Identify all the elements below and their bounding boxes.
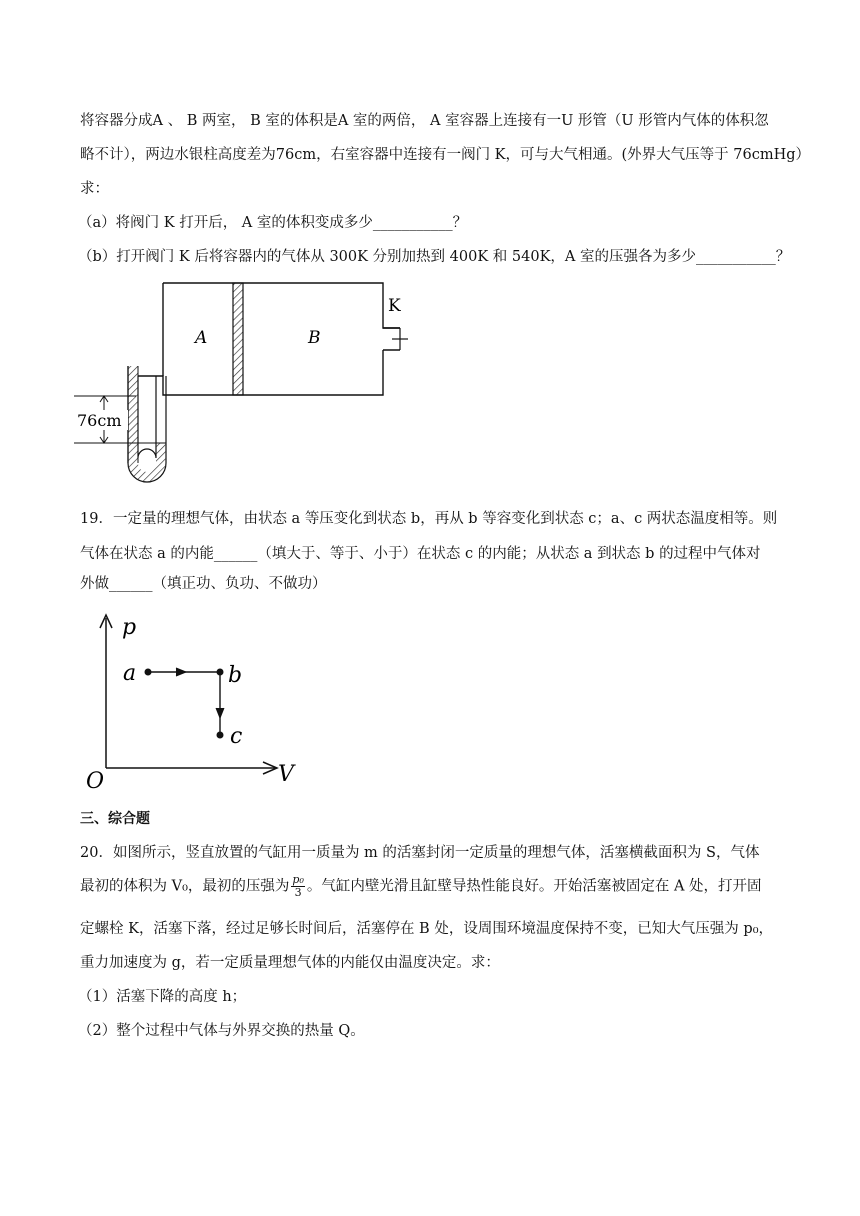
point-c	[217, 732, 224, 739]
point-b-label: b	[228, 663, 243, 688]
point-b	[217, 669, 224, 676]
point-a-label: a	[123, 661, 137, 686]
chamber-b-label: B	[308, 328, 321, 348]
q18-container-figure	[70, 278, 420, 493]
fraction-p0-over-3	[291, 874, 304, 899]
v-axis-label: V	[278, 762, 294, 787]
q20-text-line-3: 定螺栓 K，活塞下落，经过足够长时间后，活塞停在 B 处，设周围环境温度保持不变，已知大气压强为 p₀，	[80, 921, 774, 937]
chamber-a-label: A	[195, 328, 208, 348]
q20-line2-after: 。气缸内壁光滑且缸壁导热性能良好。开始活塞被固定在 A 处，打开固	[306, 878, 762, 895]
fraction-numerator: p₀	[292, 873, 304, 886]
q20-sub-question-2: （2）整个过程中气体与外界交换的热量 Q。	[78, 1023, 365, 1039]
mercury-left	[128, 366, 138, 463]
point-a	[145, 669, 152, 676]
fraction-denominator: 3	[294, 886, 302, 899]
arrow-bc-icon	[216, 708, 224, 718]
section-heading: 三、综合题	[80, 811, 150, 827]
q19-text-line-2: 气体在状态 a 的内能______（填大于、等于、小于）在状态 c 的内能；从状态 a 到状态 b 的过程中气体对	[80, 546, 761, 562]
arrow-ab-icon	[176, 668, 186, 676]
q20-text-line-2	[80, 874, 790, 899]
mercury-bend	[128, 463, 166, 482]
q18-part-b: （b）打开阀门 K 后将容器内的气体从 300K 分别加热到 400K 和 540K，A 室的压强各为多少___________？	[78, 249, 791, 265]
q19-text-line-1: 19．一定量的理想气体，由状态 a 等压变化到状态 b，再从 b 等容变化到状态 c；a、c 两状态温度相等。则	[80, 511, 778, 527]
piston	[233, 283, 243, 395]
mercury-right	[156, 443, 166, 463]
q19-pv-diagram	[80, 610, 320, 800]
q18-text-line-2: 略不计），两边水银柱高度差为76cm，右室容器中连接有一阀门 K，可与大气相通。(外界大气压等于 76cmHg）	[80, 147, 811, 163]
q18-text-line-3: 求：	[80, 181, 109, 197]
q20-sub-question-1: （1）活塞下降的高度 h；	[78, 989, 247, 1005]
q18-text-line-1: 将容器分成A 、 B 两室， B 室的体积是A 室的两倍， A 室容器上连接有一U 形管（U 形管内气体的体积忽	[80, 113, 769, 129]
point-c-label: c	[230, 724, 243, 749]
origin-label: O	[86, 769, 105, 794]
q20-line2-before: 最初的体积为 V₀，最初的压强为	[80, 878, 290, 895]
p-axis-label: p	[122, 615, 137, 640]
q18-part-a: （a）将阀门 K 打开后， A 室的体积变成多少___________？	[78, 215, 468, 231]
q20-text-line-4: 重力加速度为 g，若一定质量理想气体的内能仅由温度决定。求：	[80, 955, 500, 971]
q20-text-line-1: 20．如图所示，竖直放置的气缸用一质量为 m 的活塞封闭一定质量的理想气体，活塞横截面积为 S，气体	[80, 845, 760, 861]
q19-text-line-3: 外做______（填正功、负功、不做功）	[80, 576, 327, 592]
valve-k-label: K	[388, 296, 401, 316]
height-76cm-label: 76cm	[77, 411, 122, 430]
